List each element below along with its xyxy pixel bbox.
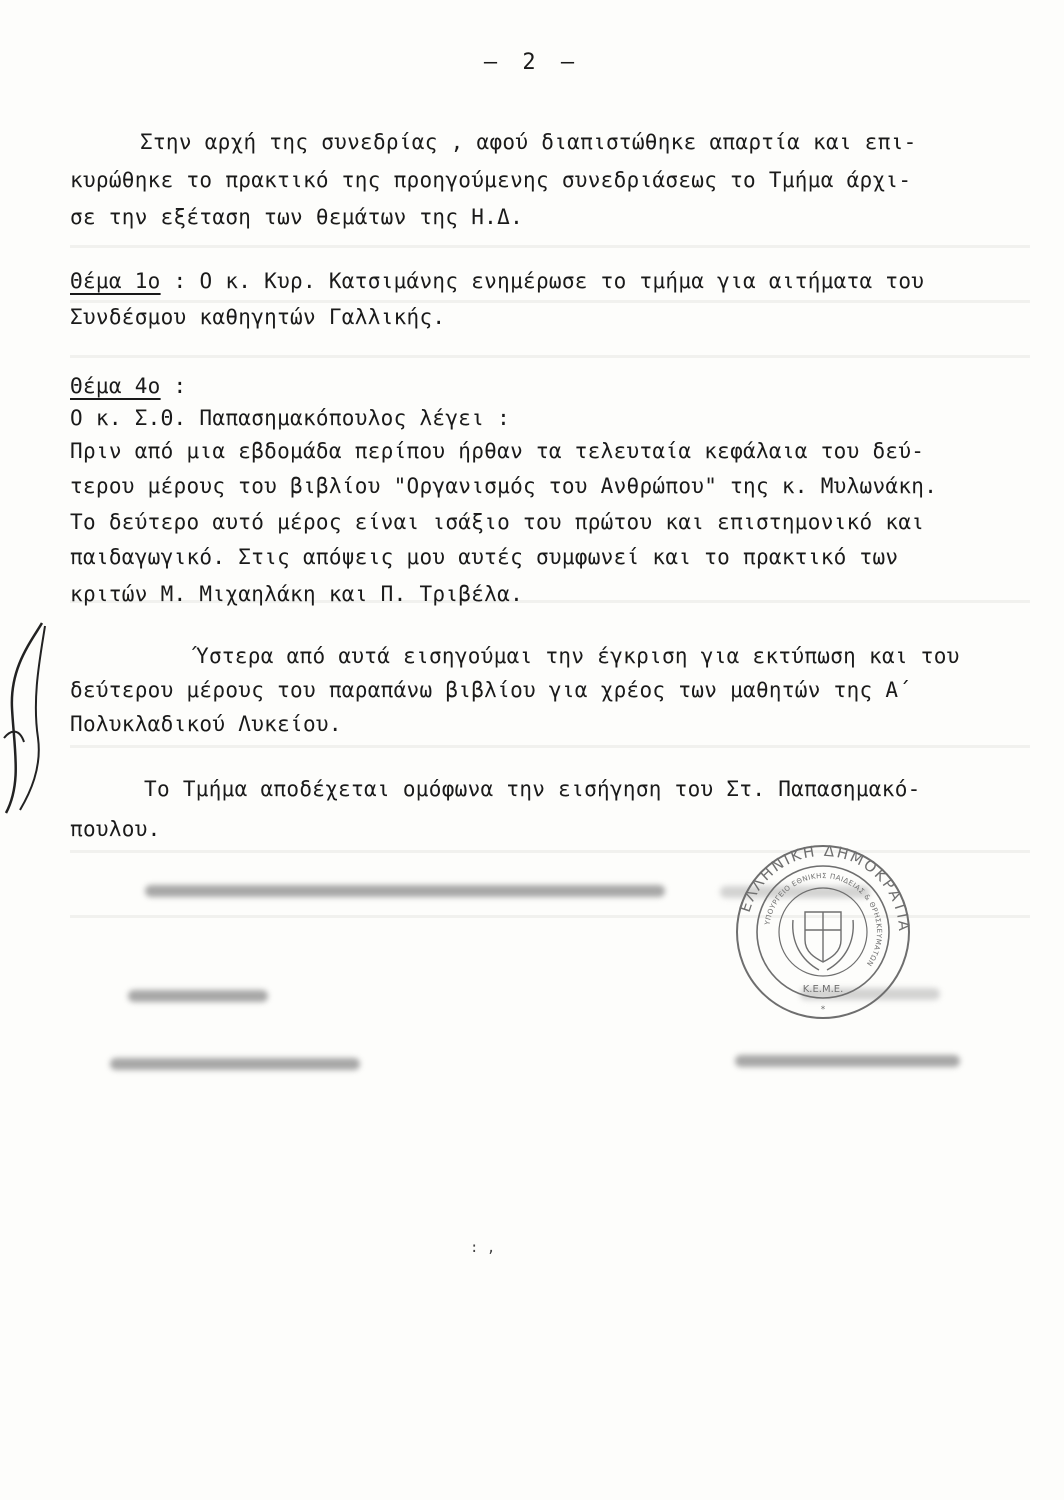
page-number: – 2 – <box>483 50 581 75</box>
topic4-heading-line <box>70 372 187 400</box>
stamp-outer-text: ΕΛΛΗΝΙΚΗ ΔΗΜΟΚΡΑΤΙΑ <box>735 842 913 934</box>
page-speck: : , <box>470 1240 496 1256</box>
topic4-line-6: κριτών Μ. Μιχαηλάκη και Π. Τριβέλα. <box>70 582 524 606</box>
show-through-line <box>70 355 1030 358</box>
margin-pen-mark <box>0 618 60 818</box>
recommendation-line-1: Ύστερα από αυτά εισηγούμαι την έγκριση για εκτύπωση και του <box>196 644 960 668</box>
official-stamp <box>733 842 913 1022</box>
recommendation-line-3: Πολυκλαδικού Λυκείου. <box>70 712 342 736</box>
topic1-text: : Ο κ. Κυρ. Κατσιμάνης ενημέρωσε το τμήμα για αιτήματα του <box>160 269 925 293</box>
show-through-line <box>70 745 1030 748</box>
redacted-signature-left <box>128 990 268 1002</box>
topic4-line-1: Ο κ. Σ.Θ. Παπασημακόπουλος λέγει : <box>70 406 511 430</box>
intro-line-2: κυρώθηκε το πρακτικό της προηγούμενης συνεδριάσεως το Τμήμα άρχι- <box>70 168 912 192</box>
recommendation-line-2: δεύτερου μέρους του παραπάνω βιβλίου για χρέος των μαθητών της Α΄ <box>70 678 912 702</box>
stamp-inner-text: ΥΠΟΥΡΓΕΙΟ ΕΘΝΙΚΗΣ ΠΑΙΔΕΙΑΣ & ΘΡΗΣΚΕΥΜΑΤΩΝ <box>763 871 884 968</box>
topic4-heading-colon: : <box>160 374 187 398</box>
coat-of-arms-icon <box>793 912 854 970</box>
stamp-star-icon: * <box>820 1005 826 1015</box>
stamp-bottom-text: Κ.Ε.Μ.Ε. <box>802 984 844 995</box>
redacted-name-right <box>735 1055 960 1067</box>
intro-line-3: σε την εξέταση των θεμάτων της Η.Δ. <box>70 205 524 229</box>
decision-line-2: πουλου. <box>70 817 161 841</box>
topic4-line-2: Πριν από μια εβδομάδα περίπου ήρθαν τα τελευταία κεφάλαια του δεύ- <box>70 439 925 463</box>
topic4-heading: Θέμα 4ο <box>70 374 161 398</box>
topic4-line-4: Το δεύτερο αυτό μέρος είναι ισάξιο του πρώτου και επιστημονικό και <box>70 510 925 534</box>
topic4-line-5: παιδαγωγικό. Στις απόψεις μου αυτές συμφωνεί και το πρακτικό των <box>70 545 899 569</box>
topic1-heading: Θέμα 1ο <box>70 269 161 293</box>
decision-line-1: Το Τμήμα αποδέχεται ομόφωνα την εισήγηση του Στ. Παπασημακό- <box>144 777 921 801</box>
topic4-line-3: τερου μέρους του βιβλίου "Οργανισμός του Ανθρώπου" της κ. Μυλωνάκη. <box>70 474 938 498</box>
redacted-line <box>145 885 665 897</box>
intro-line-1: Στην αρχή της συνεδρίας , αφού διαπιστώθηκε απαρτία και επι- <box>140 130 917 154</box>
show-through-line <box>70 245 1030 248</box>
redacted-name-left <box>110 1058 360 1070</box>
topic1-line-1 <box>70 267 924 295</box>
topic1-line-2: Συνδέσμου καθηγητών Γαλλικής. <box>70 305 446 329</box>
